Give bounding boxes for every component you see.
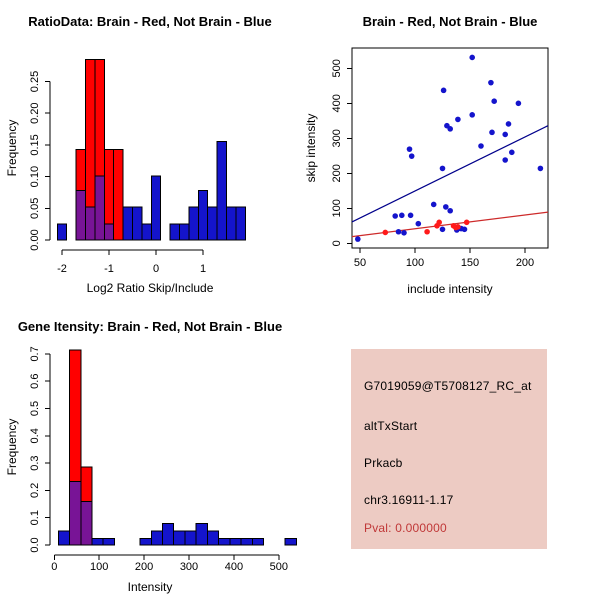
hist-bar-blue <box>133 207 142 240</box>
x-axis-label: include intensity <box>407 282 493 296</box>
scatter-point-not-brain <box>491 98 497 104</box>
x-tick-label: -2 <box>57 263 67 275</box>
scatter-point-not-brain <box>441 88 447 94</box>
info-box <box>351 349 547 549</box>
scatter-point-brain <box>464 220 470 226</box>
ratio-histogram-panel <box>0 0 300 300</box>
event-type-text: altTxStart <box>364 419 418 433</box>
hist-bar-blue <box>252 539 263 545</box>
hist-bar-blue <box>236 207 245 240</box>
x-tick-label: 300 <box>179 561 199 573</box>
hist-bar-blue <box>185 531 196 545</box>
y-tick-label: 0.15 <box>29 134 41 156</box>
hist-bar-blue <box>92 539 103 545</box>
y-tick-label: 0.1 <box>29 510 41 526</box>
hist-bar-blue <box>103 539 114 545</box>
hist-bar-overlap <box>76 191 85 240</box>
scatter-point-not-brain <box>489 130 495 136</box>
scatter-point-not-brain <box>502 132 508 138</box>
chart-title: RatioData: Brain - Red, Not Brain - Blue <box>28 14 272 29</box>
y-tick-label: 400 <box>331 94 343 113</box>
intensity-scatter-chart <box>300 0 600 300</box>
x-tick-label: 500 <box>269 561 288 573</box>
chart-title: Brain - Red, Not Brain - Blue <box>362 14 538 29</box>
y-tick-label: 0.3 <box>29 455 41 471</box>
gene-intensity-histogram-panel <box>0 300 300 600</box>
x-tick-label: 100 <box>90 561 109 573</box>
hist-bar-blue <box>189 207 198 240</box>
x-tick-label: 150 <box>460 257 480 269</box>
scatter-point-not-brain <box>401 230 407 236</box>
y-tick-label: 0.7 <box>29 346 41 362</box>
y-axis-label: Frequency <box>5 119 19 177</box>
scatter-point-not-brain <box>455 117 461 123</box>
y-tick-label: 0.6 <box>29 373 41 389</box>
x-axis-label: Intensity <box>127 580 173 594</box>
hist-bar-blue <box>57 224 66 240</box>
p-value-text: Pval: 0.000000 <box>364 521 447 535</box>
scatter-point-not-brain <box>443 204 449 210</box>
scatter-point-not-brain <box>396 229 402 235</box>
scatter-point-not-brain <box>355 236 361 242</box>
scatter-point-not-brain <box>408 213 414 219</box>
scatter-point-not-brain <box>407 146 413 152</box>
chart-title: Gene Itensity: Brain - Red, Not Brain - Blue <box>17 319 283 334</box>
hist-bar-blue <box>180 224 189 240</box>
y-tick-label: 0.5 <box>29 400 41 417</box>
scatter-point-not-brain <box>447 126 453 132</box>
scatter-point-not-brain <box>516 101 522 107</box>
hist-bar-blue <box>151 531 162 545</box>
x-tick-label: -1 <box>104 263 114 275</box>
y-axis-label: Frequency <box>5 418 19 476</box>
scatter-point-not-brain <box>469 112 475 118</box>
hist-bar-blue <box>208 207 217 240</box>
x-tick-label: 100 <box>405 257 425 269</box>
y-tick-label: 200 <box>331 164 343 183</box>
hist-bar-blue <box>285 539 296 545</box>
hist-bar-blue <box>140 539 151 545</box>
hist-bar-blue <box>58 531 69 545</box>
scatter-point-not-brain <box>488 80 494 86</box>
fit-line-brain-fit <box>352 212 548 237</box>
hist-bar-blue <box>174 531 185 545</box>
hist-bar-blue <box>217 142 226 240</box>
y-tick-label: 100 <box>331 199 343 218</box>
hist-bar-overlap <box>81 502 92 545</box>
y-axis-label: skip intensity <box>304 113 318 183</box>
hist-bar-overlap <box>70 482 81 545</box>
hist-bar-blue <box>207 531 218 545</box>
scatter-point-not-brain <box>506 121 512 127</box>
hist-bar-overlap <box>104 224 113 240</box>
hist-bar-blue <box>219 539 230 545</box>
fit-line-not-brain-fit <box>352 126 548 222</box>
x-tick-label: 1 <box>199 263 207 275</box>
y-tick-label: 0.4 <box>29 428 41 444</box>
scatter-point-not-brain <box>399 213 405 219</box>
scatter-point-not-brain <box>392 213 398 219</box>
plot-box <box>352 48 548 248</box>
hist-bar-blue <box>196 523 207 545</box>
scatter-point-not-brain <box>538 166 544 172</box>
hist-bar-blue <box>198 191 207 240</box>
scatter-point-not-brain <box>416 221 422 227</box>
y-tick-label: 0 <box>331 240 343 247</box>
scatter-point-not-brain <box>478 143 484 149</box>
y-tick-label: 0.20 <box>29 102 41 124</box>
genome-location-text: chr3.16911-1.17 <box>364 493 454 507</box>
y-tick-label: 0.00 <box>29 229 41 251</box>
scatter-point-not-brain <box>502 157 508 163</box>
scatter-point-not-brain <box>409 153 415 159</box>
scatter-point-brain <box>424 229 430 235</box>
scatter-point-brain <box>455 224 461 230</box>
hist-bar-blue <box>241 539 252 545</box>
x-axis-label: Log2 Ratio Skip/Include <box>86 281 214 295</box>
probe-id-text: G7019059@T5708127_RC_at <box>364 379 532 393</box>
scatter-point-not-brain <box>447 208 453 214</box>
hist-bar-blue <box>170 224 179 240</box>
gene-intensity-histogram-chart <box>0 300 300 600</box>
hist-bar-blue <box>230 539 241 545</box>
info-panel <box>300 300 600 600</box>
x-tick-label: 200 <box>515 257 535 269</box>
y-tick-label: 0.2 <box>29 482 41 499</box>
scatter-point-not-brain <box>509 150 515 156</box>
hist-bar-blue <box>227 207 236 240</box>
hist-bar-red <box>114 149 123 240</box>
scatter-point-not-brain <box>440 166 446 172</box>
x-tick-label: 0 <box>152 263 160 275</box>
scatter-point-not-brain <box>440 227 446 233</box>
y-tick-label: 0.0 <box>29 537 41 553</box>
y-tick-label: 0.10 <box>29 165 41 188</box>
y-tick-label: 300 <box>331 129 343 148</box>
ratio-histogram-chart <box>0 0 300 300</box>
scatter-point-not-brain <box>431 202 437 208</box>
hist-bar-blue <box>163 523 174 545</box>
y-tick-label: 0.25 <box>29 70 41 93</box>
scatter-point-not-brain <box>462 227 468 233</box>
x-tick-label: 200 <box>134 561 154 573</box>
hist-bar-overlap <box>95 176 104 240</box>
intensity-scatter-panel <box>300 0 600 300</box>
hist-bar-blue <box>142 224 151 240</box>
scatter-point-brain <box>436 220 442 226</box>
hist-bar-blue <box>151 176 160 240</box>
x-tick-label: 0 <box>51 561 58 573</box>
y-tick-label: 0.05 <box>29 197 41 220</box>
scatter-point-brain <box>383 230 389 236</box>
gene-name-text: Prkacb <box>364 456 403 470</box>
scatter-point-not-brain <box>469 55 475 61</box>
x-tick-label: 50 <box>353 257 367 269</box>
x-tick-label: 400 <box>224 561 244 573</box>
hist-bar-blue <box>123 207 132 240</box>
hist-bar-overlap <box>86 207 95 240</box>
y-tick-label: 500 <box>331 59 343 78</box>
